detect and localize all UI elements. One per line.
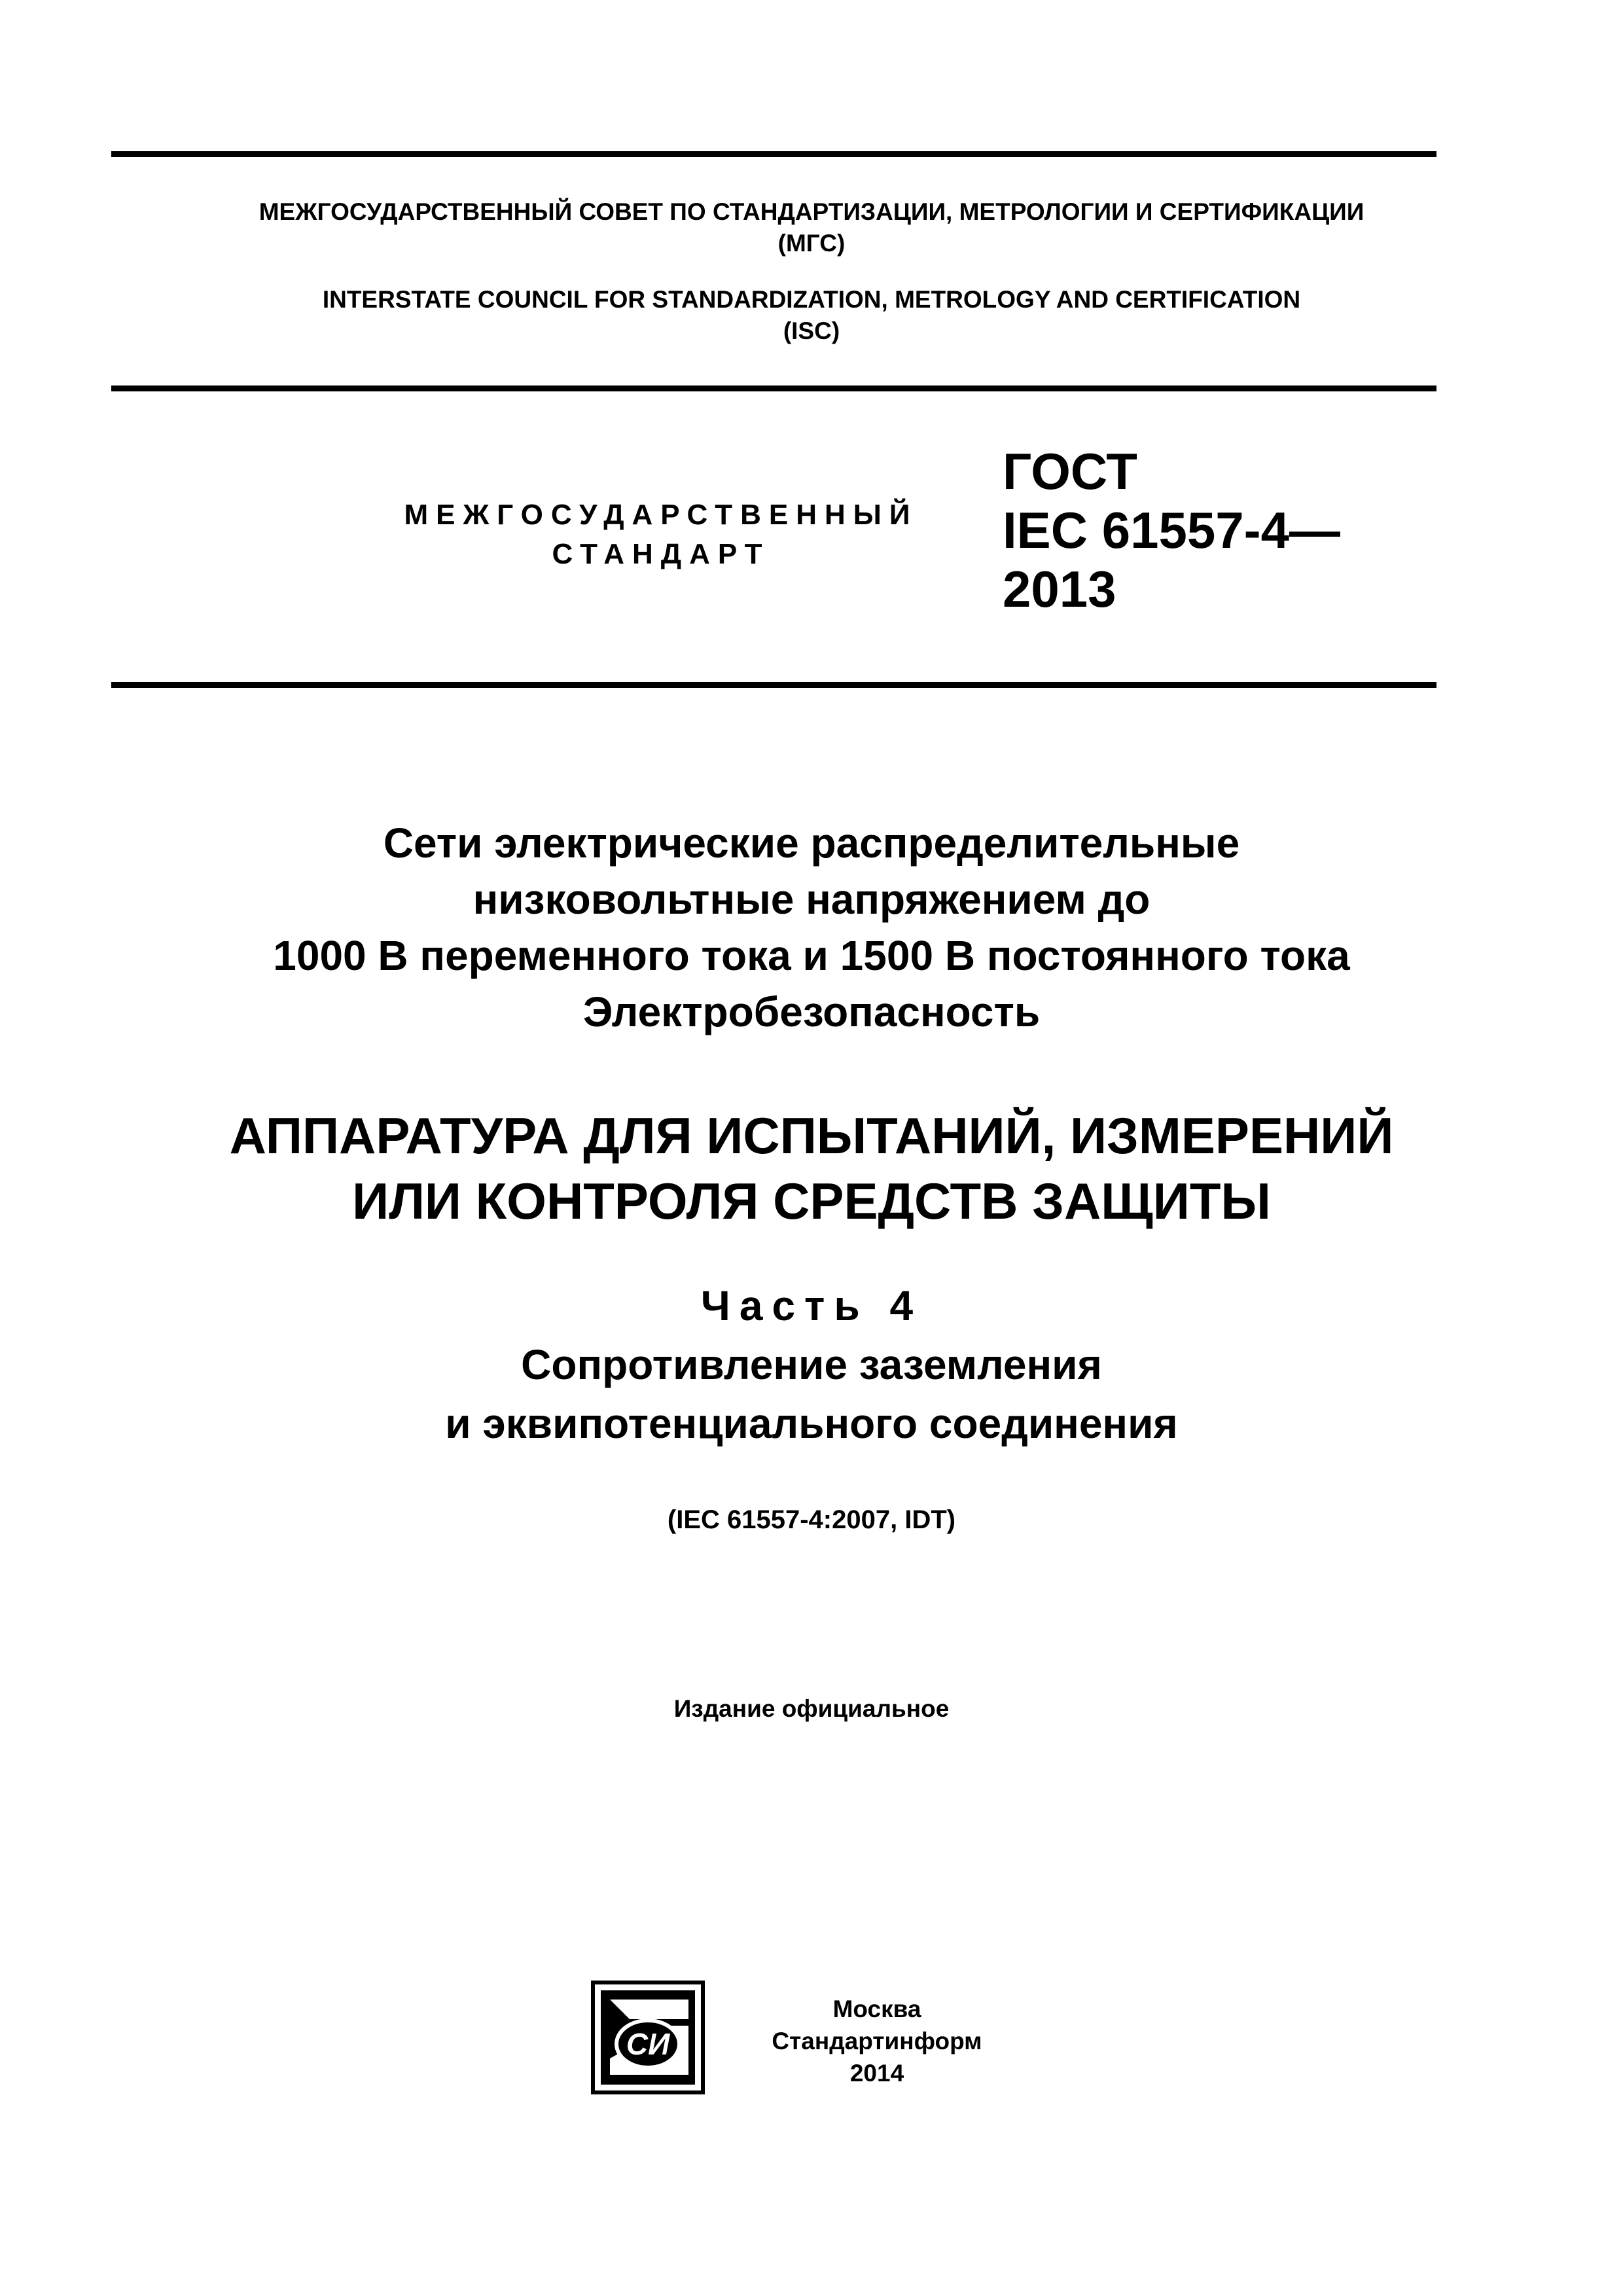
publisher-name: Стандартинформ — [772, 2028, 982, 2054]
publisher-city: Москва — [832, 1996, 921, 2022]
standard-type-line2: СТАНДАРТ — [552, 538, 770, 570]
subtitle-line-2: ИЛИ КОНТРОЛЯ СРЕДСТВ ЗАЩИТЫ — [352, 1172, 1271, 1230]
council-name-en: INTERSTATE COUNCIL FOR STANDARDIZATION, METROLOGY AND CERTIFICATION — [322, 286, 1301, 313]
part-label: Часть 4 — [700, 1282, 923, 1329]
part-block — [0, 1276, 1623, 1453]
standard-year: 2013 — [1003, 560, 1116, 618]
title-line-1: Сети электрические распределительные — [383, 819, 1240, 867]
council-name-ru: МЕЖГОСУДАРСТВЕННЫЙ СОВЕТ ПО СТАНДАРТИЗАЦИИ, МЕТРОЛОГИИ И СЕРТИФИКАЦИИ — [259, 198, 1364, 225]
council-abbr-ru: (МГС) — [777, 230, 846, 257]
top-rule — [111, 151, 1436, 157]
standard-number: IEC 61557-4— — [1003, 501, 1340, 559]
edition-note: Издание официальное — [673, 1695, 950, 1722]
publisher-year: 2014 — [849, 2060, 904, 2087]
subtitle-line-1: АППАРАТУРА ДЛЯ ИСПЫТАНИЙ, ИЗМЕРЕНИЙ — [229, 1107, 1394, 1164]
title-line-2: низковольтные напряжением до — [473, 876, 1150, 923]
council-header — [0, 196, 1623, 347]
part-title-line-2: и эквипотенциального соединения — [445, 1400, 1178, 1447]
publisher-block — [707, 1993, 1047, 2089]
document-title — [0, 815, 1623, 1040]
designation-rule — [111, 682, 1436, 688]
standartinform-logo — [590, 1980, 705, 2095]
council-abbr-en: (ISC) — [783, 317, 840, 344]
standard-designation — [1003, 442, 1340, 619]
logo-lettering: СИ — [626, 2027, 670, 2061]
standard-code: ГОСТ — [1003, 442, 1137, 500]
document-subtitle — [0, 1103, 1623, 1234]
header-rule — [111, 386, 1436, 391]
standard-type — [366, 495, 955, 574]
title-line-4: Электробезопасность — [582, 988, 1041, 1035]
iec-reference: (IEC 61557-4:2007, IDT) — [667, 1505, 956, 1534]
standard-type-line1: МЕЖГОСУДАРСТВЕННЫЙ — [404, 499, 918, 531]
title-line-3: 1000 В переменного тока и 1500 В постоянного тока — [273, 932, 1350, 979]
part-title-line-1: Сопротивление заземления — [521, 1341, 1102, 1388]
